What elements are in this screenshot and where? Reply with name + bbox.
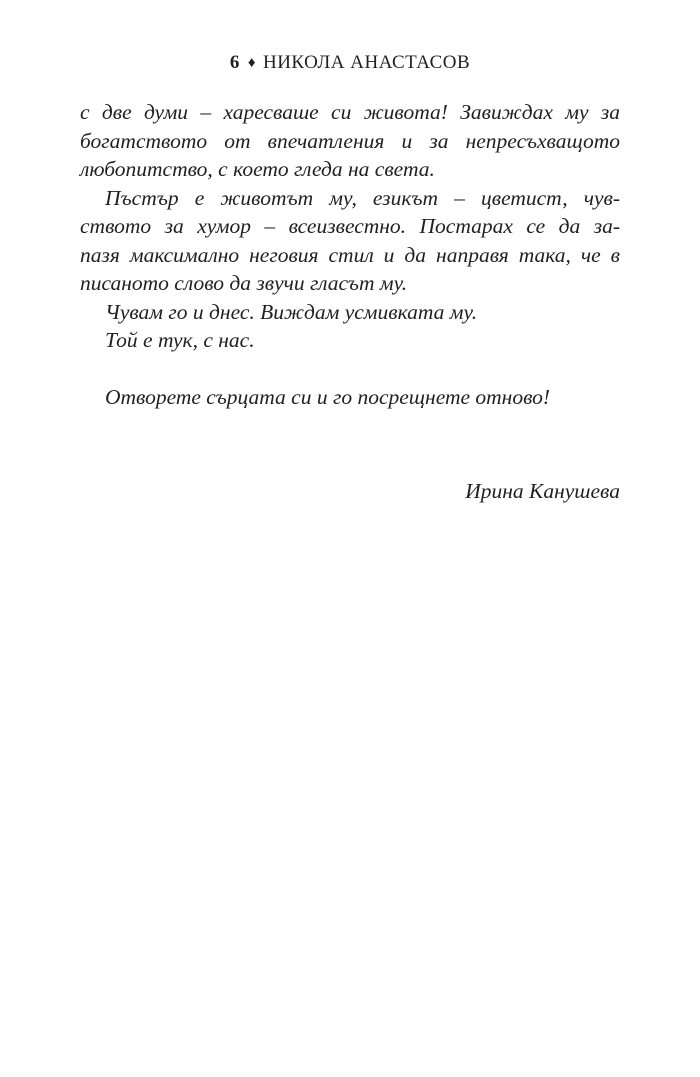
text-line: Отворете сърцата си и го посрещнете отново!	[105, 385, 551, 409]
paragraph-gap	[80, 355, 620, 384]
diamond-separator-icon: ♦	[247, 55, 256, 71]
page-number: 6	[229, 52, 240, 73]
text-line: богатството от впечатления и за непресъхващото	[80, 128, 620, 153]
body-text	[80, 98, 620, 412]
text-line: с две думи – харесваше си живота! Завиждах му за	[80, 100, 620, 124]
text-line: Той е тук, с нас.	[105, 328, 255, 352]
running-head-author: НИКОЛА АНАСТАСОВ	[262, 52, 471, 73]
text-line: ството за хумор – всеизвестно. Постарах се да за-	[80, 214, 620, 238]
text-line: писаното слово да звучи гласът му.	[80, 271, 408, 295]
signature: Ирина Канушева	[465, 479, 620, 503]
text-line: пазя максимално неговия стил и да направя така, че в	[80, 242, 620, 267]
running-head	[0, 52, 700, 74]
text-line: любопитство, с което гледа на света.	[80, 157, 435, 181]
text-line: Чувам го и днес. Виждам усмивката му.	[105, 299, 478, 324]
text-line: Пъстър е животът му, езикът – цветист, чув-	[105, 185, 620, 210]
